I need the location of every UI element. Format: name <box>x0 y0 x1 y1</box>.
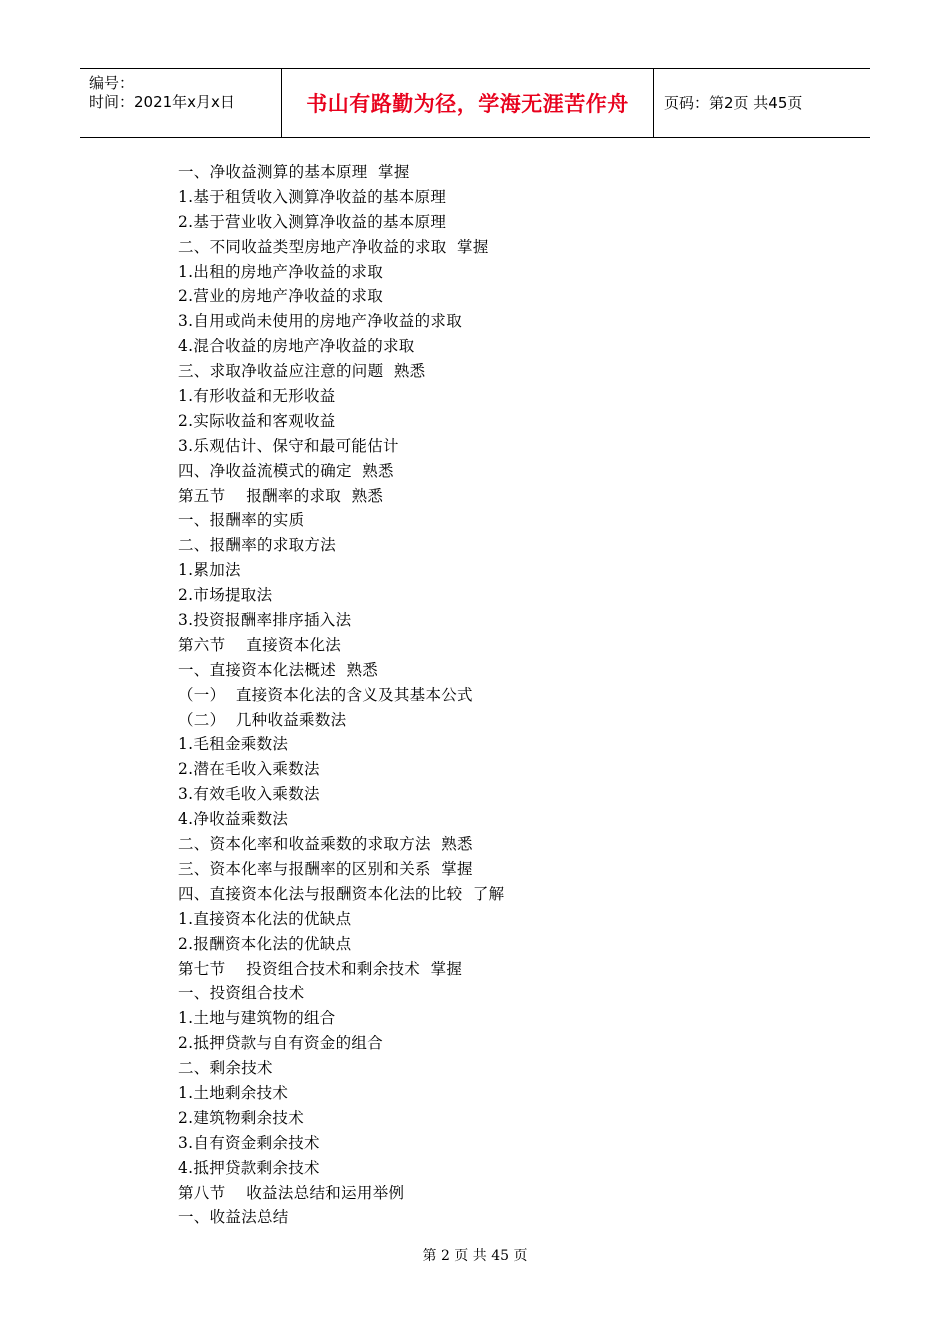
outline-line: 1.累加法 <box>178 561 241 580</box>
outline-line: 1.直接资本化法的优缺点 <box>178 909 352 928</box>
outline-line: 2.建筑物剩余技术 <box>178 1108 304 1127</box>
outline-line: 三、资本化率与报酬率的区别和关系 掌握 <box>178 859 473 878</box>
document-date: 时间：2021年x月x日 <box>89 93 235 111</box>
page-header <box>80 68 870 138</box>
header-motto-cell <box>282 69 654 137</box>
outline-line: 一、净收益测算的基本原理 掌握 <box>178 163 410 181</box>
outline-line: 一、收益法总结 <box>178 1208 289 1227</box>
outline-line: 一、直接资本化法概述 熟悉 <box>178 660 379 679</box>
outline-line: 四、净收益流模式的确定 熟悉 <box>178 461 394 480</box>
outline-line: 2.实际收益和客观收益 <box>178 411 336 430</box>
outline-line: 四、直接资本化法与报酬资本化法的比较 了解 <box>178 884 505 903</box>
outline-line: （一） 直接资本化法的含义及其基本公式 <box>178 685 473 704</box>
outline-line: 2.抵押贷款与自有资金的组合 <box>178 1034 383 1053</box>
outline-line: 1.土地与建筑物的组合 <box>178 1009 336 1028</box>
outline-line: 1.有形收益和无形收益 <box>178 387 336 406</box>
outline-line: 4.净收益乘数法 <box>178 810 289 829</box>
outline-line: 1.毛租金乘数法 <box>178 735 289 754</box>
header-page-info: 页码：第2页 共45页 <box>664 94 803 112</box>
outline-line: 3.乐观估计、保守和最可能估计 <box>178 436 399 455</box>
document-code-label: 编号： <box>89 74 135 92</box>
outline-line: 1.基于租赁收入测算净收益的基本原理 <box>178 187 447 206</box>
outline-line: 一、报酬率的实质 <box>178 511 305 530</box>
outline-line: 2.营业的房地产净收益的求取 <box>178 287 383 306</box>
header-meta-cell <box>80 69 282 137</box>
outline-line: 三、求取净收益应注意的问题 熟悉 <box>178 362 426 381</box>
outline-line: 3.投资报酬率排序插入法 <box>178 611 352 630</box>
outline-line: 第八节 收益法总结和运用举例 <box>178 1183 405 1202</box>
outline-line: 2.市场提取法 <box>178 586 273 605</box>
outline-line: 4.混合收益的房地产净收益的求取 <box>178 337 415 356</box>
outline-line: 二、剩余技术 <box>178 1059 273 1078</box>
outline-line: 第五节 报酬率的求取 熟悉 <box>178 486 384 505</box>
outline-line: 二、资本化率和收益乘数的求取方法 熟悉 <box>178 835 473 854</box>
outline-line: （二） 几种收益乘数法 <box>178 710 347 729</box>
outline-line: 2.报酬资本化法的优缺点 <box>178 934 352 953</box>
outline-line: 2.基于营业收入测算净收益的基本原理 <box>178 212 447 231</box>
outline-line: 1.出租的房地产净收益的求取 <box>178 262 383 281</box>
outline-line: 3.自用或尚未使用的房地产净收益的求取 <box>178 312 462 331</box>
outline-line: 第七节 投资组合技术和剩余技术 掌握 <box>178 959 463 978</box>
outline-line: 3.自有资金剩余技术 <box>178 1133 320 1152</box>
outline-line: 1.土地剩余技术 <box>178 1083 289 1102</box>
header-page-cell <box>654 69 870 137</box>
outline-line: 4.抵押贷款剩余技术 <box>178 1158 320 1177</box>
header-motto: 书山有路勤为径，学海无涯苦作舟 <box>306 92 629 116</box>
document-body <box>178 160 818 1230</box>
outline-line: 一、投资组合技术 <box>178 984 305 1003</box>
outline-line: 二、不同收益类型房地产净收益的求取 掌握 <box>178 237 489 256</box>
outline-line: 3.有效毛收入乘数法 <box>178 785 320 804</box>
outline-line: 2.潜在毛收入乘数法 <box>178 760 320 779</box>
outline-line: 二、报酬率的求取方法 <box>178 536 337 555</box>
outline-line: 第六节 直接资本化法 <box>178 635 342 654</box>
page-footer: 第 2 页 共 45 页 <box>422 1248 528 1264</box>
